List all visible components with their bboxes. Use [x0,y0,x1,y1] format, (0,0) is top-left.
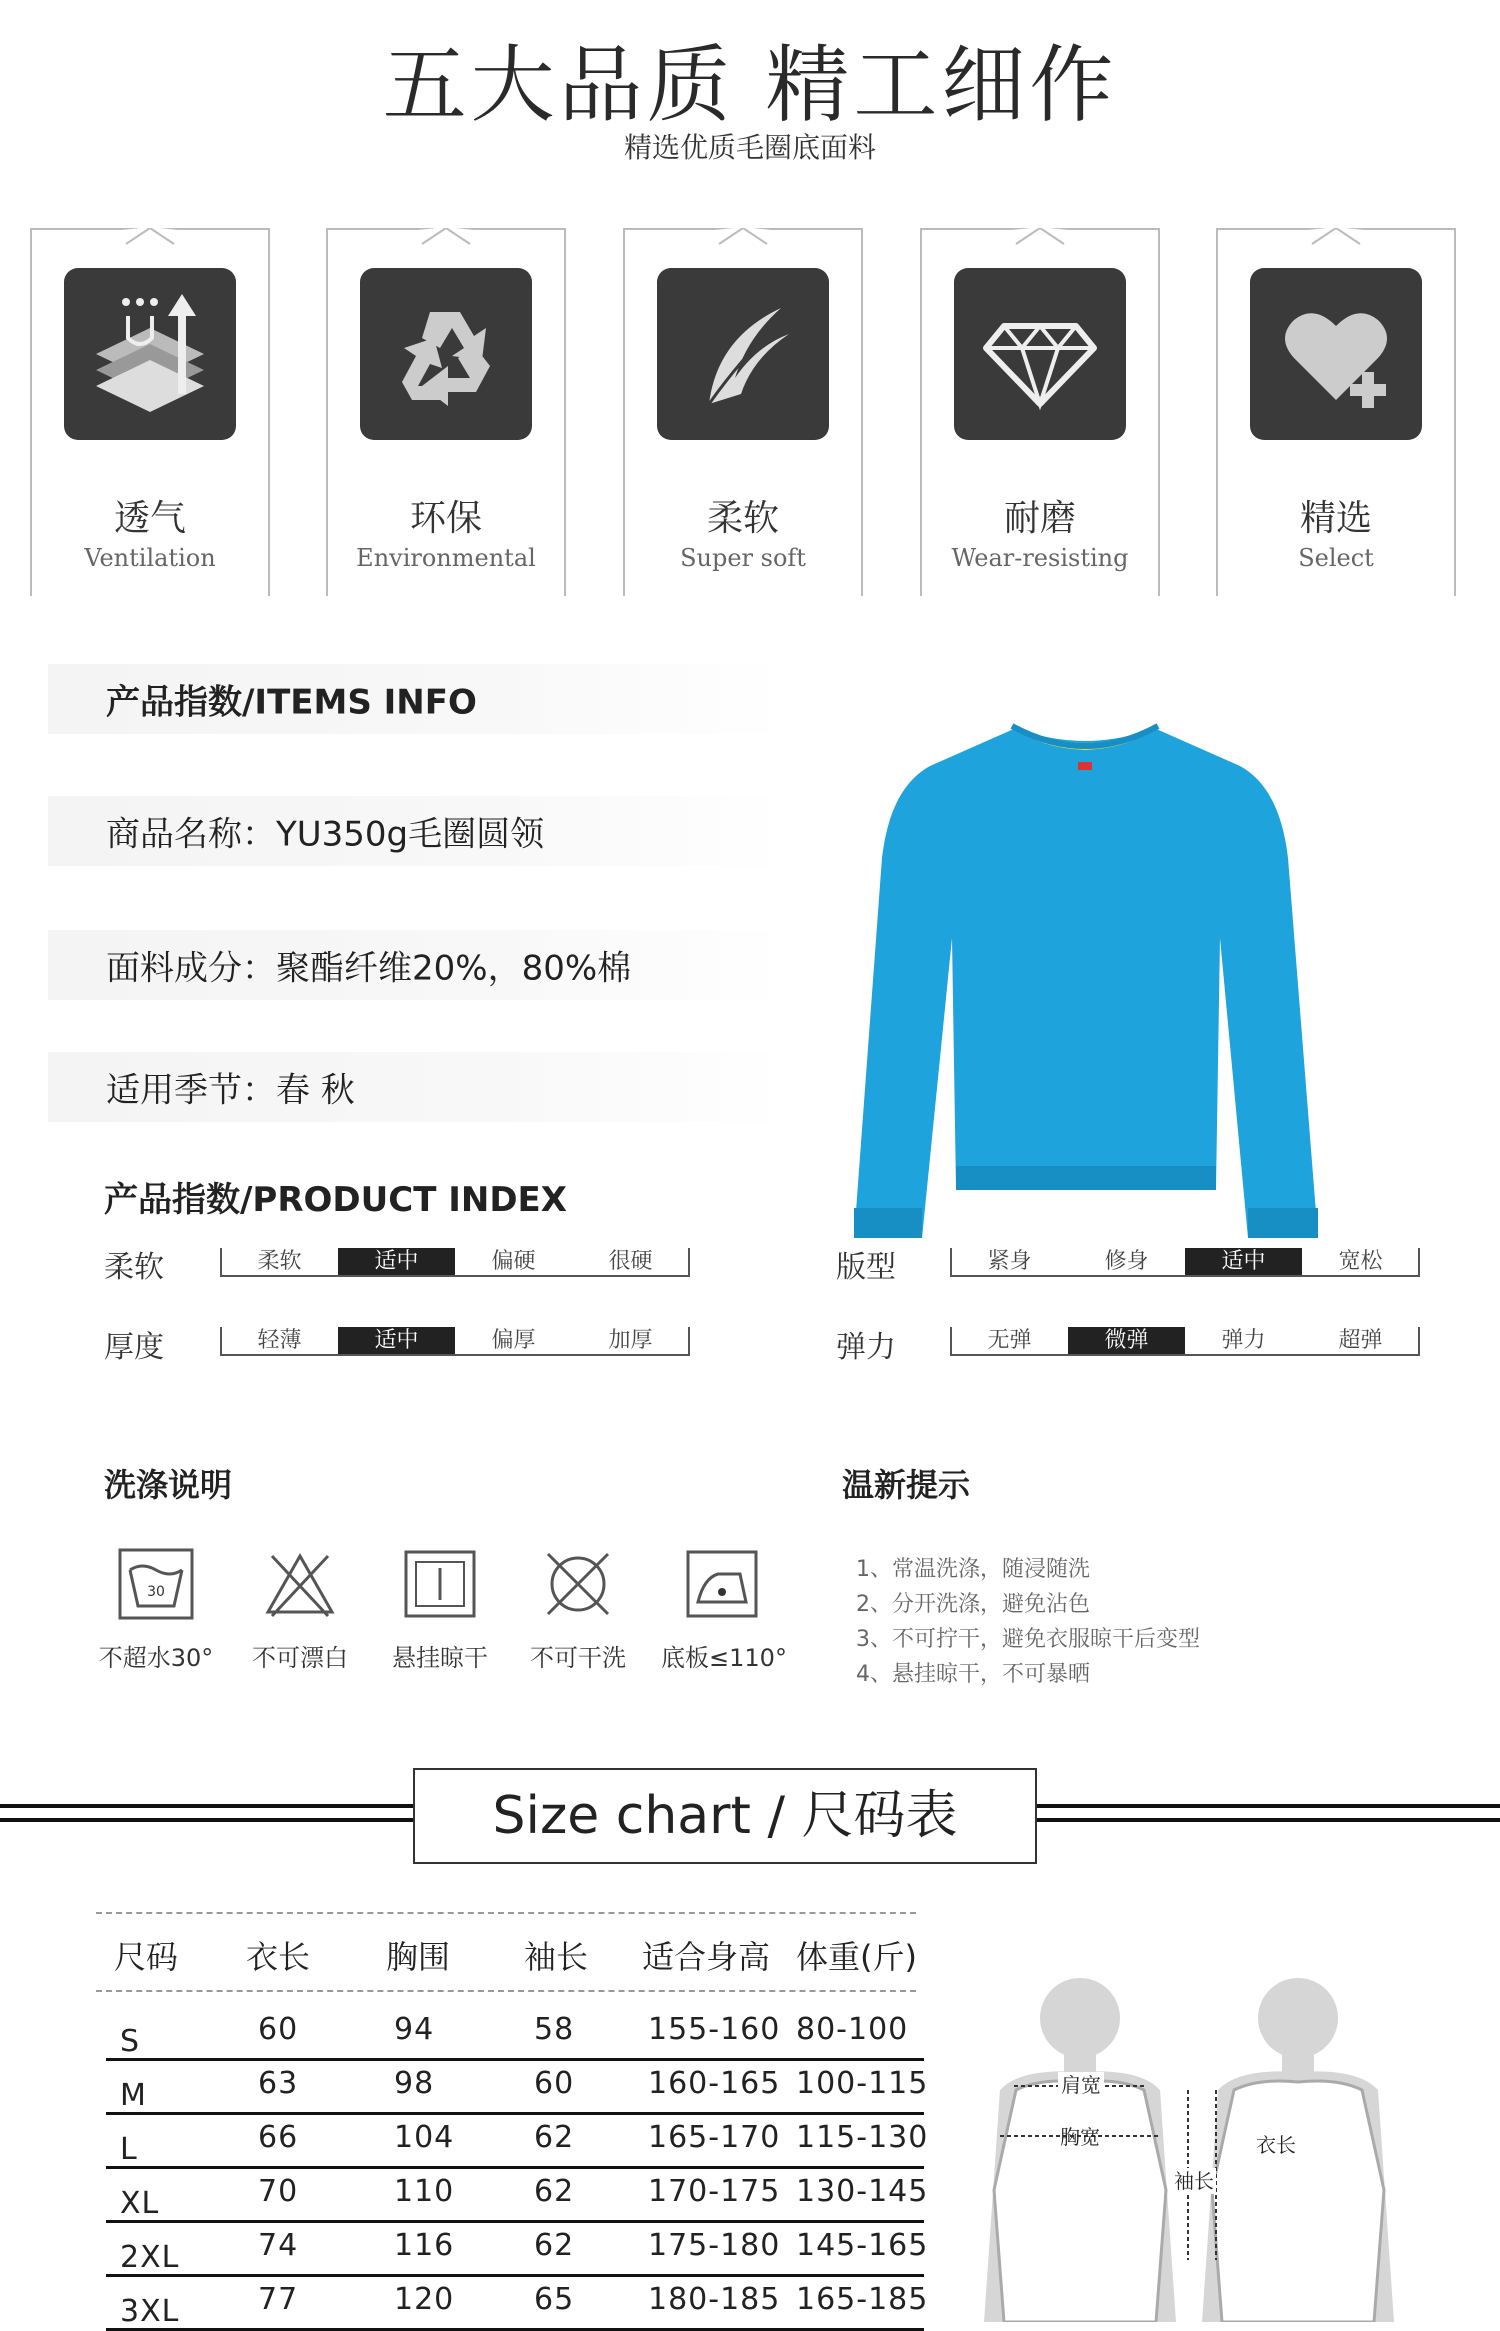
scale-bracket [1418,1327,1420,1355]
scale-option: 无弹 [987,1328,1032,1353]
info-row-name [48,796,788,866]
table-cell: 165-170 [648,2120,781,2155]
scale-option: 超弹 [1338,1328,1383,1353]
tip-item: 2、分开洗涤，避免沾色 [856,1592,1090,1617]
table-header: 袖长 [524,1938,589,1976]
wash-label: 底板≤110° [661,1644,787,1672]
hang-dry-icon [402,1548,478,1620]
info-row-fabric [48,930,788,1000]
feature-subtitle: Environmental [356,544,536,572]
feature-subtitle: Wear-resisting [951,544,1129,572]
scale-elasticity [950,1327,1420,1355]
scale-bracket [1418,1248,1420,1276]
feature-card-environmental [326,228,566,596]
feather-icon [657,268,829,440]
size-cell: XL [120,2186,160,2221]
diagram-label-sleeve: 袖长 [1174,2169,1214,2193]
table-row-line [106,2166,924,2169]
table-header: 体重(斤) [796,1938,917,1976]
diagram-label-shoulder: 肩宽 [1061,2073,1101,2097]
diagram-label-chest: 胸宽 [1060,2125,1100,2149]
scale-thickness [220,1327,690,1355]
scale-baseline [220,1275,690,1277]
measurement-diagram [980,1960,1420,2322]
table-cell: 116 [394,2228,455,2263]
table-cell: 94 [394,2012,435,2047]
table-cell: 104 [394,2120,455,2155]
table-cell: 65 [534,2282,575,2317]
header-rule [1037,1818,1500,1822]
table-row-line [106,2058,924,2061]
feature-title: 环保 [409,498,482,539]
table-cell: 145-165 [796,2228,929,2263]
scale-baseline [220,1354,690,1356]
scale-fit [950,1248,1420,1276]
scale-option: 柔软 [257,1249,302,1274]
washing-title: 洗涤说明 [104,1466,233,1504]
table-cell: 60 [258,2012,299,2047]
size-cell: 3XL [120,2294,180,2329]
table-cell: 155-160 [648,2012,781,2047]
tip-item: 3、不可拧干，避免衣服晾干后变型 [856,1627,1200,1652]
table-cell: 175-180 [648,2228,781,2263]
ventilation-layers-icon [64,268,236,440]
table-cell: 63 [258,2066,299,2101]
scale-option: 适中 [338,1327,455,1355]
no-bleach-icon [262,1548,338,1620]
table-cell: 180-185 [648,2282,781,2317]
scale-option: 偏硬 [491,1249,536,1274]
table-cell: 115-130 [796,2120,929,2155]
page-subtitle: 精选优质毛圈底面料 [623,131,876,164]
scale-baseline [950,1354,1420,1356]
feature-card-wear-resisting [920,228,1160,596]
scale-option: 适中 [338,1248,455,1276]
table-cell: 80-100 [796,2012,909,2047]
feature-title: 耐磨 [1003,498,1076,539]
scale-baseline [950,1275,1420,1277]
iron-low-icon [684,1548,760,1620]
table-cell: 77 [258,2282,299,2317]
table-cell: 110 [394,2174,455,2209]
table-divider [96,1990,916,1992]
diamond-icon [954,268,1126,440]
table-cell: 160-165 [648,2066,781,2101]
header-rule [0,1818,413,1822]
table-cell: 165-185 [796,2282,929,2317]
feature-subtitle: Select [1298,544,1374,572]
page-title: 五大品质 精工细作 [382,36,1118,134]
table-cell: 66 [258,2120,299,2155]
table-cell: 62 [534,2120,575,2155]
wash-label: 不可干洗 [530,1644,626,1672]
sweatshirt-image [840,718,1330,1238]
heart-plus-icon [1250,268,1422,440]
table-cell: 62 [534,2174,575,2209]
scale-option: 适中 [1185,1248,1302,1276]
wash-30-icon [118,1548,194,1620]
header-rule [0,1804,413,1808]
table-cell: 58 [534,2012,575,2047]
product-index-title: 产品指数/PRODUCT INDEX [104,1180,568,1220]
table-divider [96,1912,916,1914]
scale-option: 修身 [1104,1249,1149,1274]
feature-title: 柔软 [706,498,779,539]
scale-option: 紧身 [987,1249,1032,1274]
table-cell: 170-175 [648,2174,781,2209]
size-cell: M [120,2078,147,2113]
feature-subtitle: Ventilation [84,544,216,572]
scale-bracket [688,1327,690,1355]
index-label-softness: 柔软 [104,1250,164,1285]
scale-bracket [688,1248,690,1276]
table-cell: 74 [258,2228,299,2263]
table-header: 适合身高 [642,1938,771,1976]
table-cell: 62 [534,2228,575,2263]
feature-title: 精选 [1299,498,1372,539]
table-header: 尺码 [114,1938,179,1976]
header-rule [1037,1804,1500,1808]
feature-subtitle: Super soft [680,544,806,572]
table-cell: 70 [258,2174,299,2209]
table-row-line [106,2274,924,2277]
wash-label: 不超水30° [98,1644,214,1672]
product-name: 商品名称：YU350g毛圈圆领 [106,814,545,855]
table-header: 胸围 [386,1938,451,1976]
info-row-season [48,1052,788,1122]
table-cell: 130-145 [796,2174,929,2209]
feature-card-ventilation [30,228,270,596]
size-cell: L [120,2132,138,2167]
svg-text:30: 30 [147,1584,165,1600]
index-label-fit: 版型 [836,1250,896,1285]
table-header: 衣长 [246,1938,311,1976]
no-dry-clean-icon [540,1548,616,1620]
table-cell: 60 [534,2066,575,2101]
index-label-thickness: 厚度 [104,1330,164,1365]
diagram-label-length: 衣长 [1256,2133,1296,2157]
scale-softness [220,1248,690,1276]
scale-option: 偏厚 [491,1328,536,1353]
wash-label: 悬挂晾干 [392,1644,488,1672]
size-chart-title: Size chart / 尺码表 [492,1786,958,1846]
tip-item: 4、悬挂晾干，不可暴晒 [856,1662,1090,1687]
items-info-header [48,664,788,734]
items-info-title: 产品指数/ITEMS INFO [106,682,477,723]
scale-option: 弹力 [1221,1328,1266,1353]
scale-option: 加厚 [608,1328,653,1353]
feature-card-select [1216,228,1456,596]
table-cell: 98 [394,2066,435,2101]
season: 适用季节：春 秋 [106,1070,355,1111]
size-cell: S [120,2024,141,2059]
tip-item: 1、常温洗涤，随浸随洗 [856,1557,1090,1582]
scale-option: 宽松 [1338,1249,1383,1274]
feature-title: 透气 [113,498,186,539]
recycle-icon [360,268,532,440]
feature-card-soft [623,228,863,596]
index-label-elasticity: 弹力 [836,1330,896,1365]
scale-option: 微弹 [1068,1327,1185,1355]
table-cell: 100-115 [796,2066,929,2101]
fabric-composition: 面料成分：聚酯纤维20%，80%棉 [106,948,632,989]
scale-option: 很硬 [608,1249,653,1274]
tips-title: 温新提示 [842,1466,971,1504]
size-cell: 2XL [120,2240,180,2275]
table-cell: 120 [394,2282,455,2317]
table-row-line [106,2220,924,2223]
wash-label: 不可漂白 [252,1644,348,1672]
table-row-line [106,2112,924,2115]
scale-option: 轻薄 [257,1328,302,1353]
